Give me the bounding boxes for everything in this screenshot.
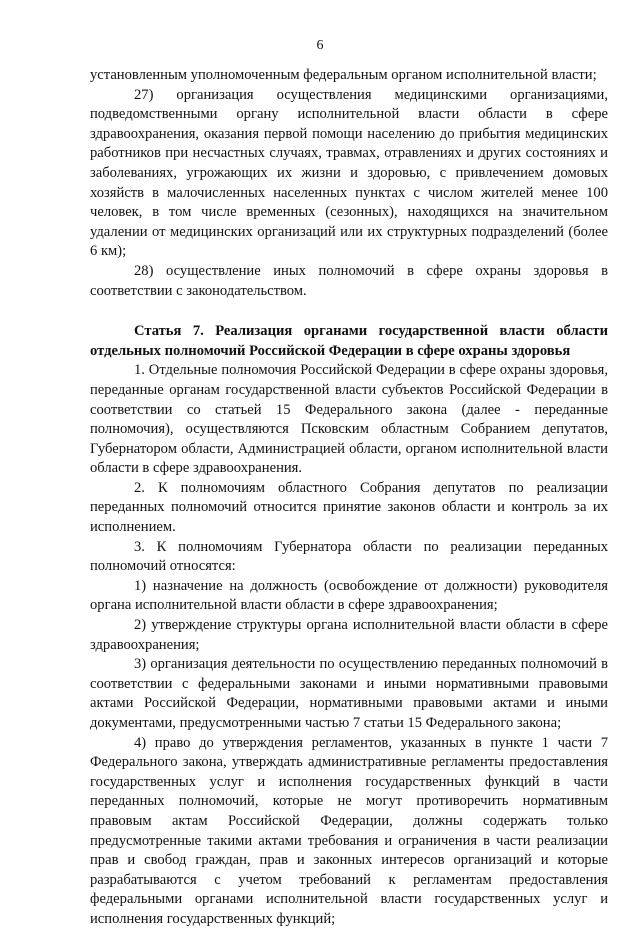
paragraph-item-28: 28) осуществление иных полномочий в сфере охраны здоровья в соответствии с законодательством. xyxy=(90,262,608,299)
article-7-part-3-item-4: 4) право до утверждения регламентов, указанных в пункте 1 части 7 Федерального закона, утверждать административные регламенты предоставления государственных услуг и исполнения государственных функций в части переданных полномочий, которые не могут противоречить нормативным правовым актам Российской Федерации, должны содержать только предусмотренные такими актами требования и ограничения в части реализации прав и свобод граждан, прав и законных интересов организаций и которые разрабатываются с учетом требований к регламентам предоставления федеральными органами исполнительной власти государственных услуг и исполнения государственных функций; xyxy=(90,734,608,927)
page-number: 6 xyxy=(316,38,324,53)
paragraph-item-27: 27) организация осуществления медицинскими организациями, подведомственными органу исполнительной власти области в сфере здравоохранения, оказания первой помощи населению до прибытия медицинских работников при несчастных случаях, травмах, отравлениях и других состояниях и заболеваниях, угрожающих их жизни и здоровью, с привлечением домовых хозяйств в малочисленных населенных пунктах с числом жителей менее 100 человек, в том числе временных (сезонных), находящихся на значительном удалении от медицинских организаций или их структурных подразделений (более 6 км); xyxy=(90,86,608,260)
article-7-part-3-item-1: 1) назначение на должность (освобождение от должности) руководителя органа исполнительной власти области в сфере здравоохранения; xyxy=(90,577,608,614)
article-7-part-3-item-2: 2) утверждение структуры органа исполнительной власти области в сфере здравоохранения; xyxy=(90,617,608,653)
paragraph-continuation: установленным уполномоченным федеральным органом исполнительной власти; xyxy=(90,67,597,83)
article-7-part-3: 3. К полномочиям Губернатора области по реализации переданных полномочий относятся: xyxy=(90,538,608,575)
article-7-part-2: 2. К полномочиям областного Собрания депутатов по реализации переданных полномочий относится принятие законов области и контроль за их исполнением. xyxy=(90,479,608,536)
document-body xyxy=(90,66,608,930)
article-7-heading: Статья 7. Реализация органами государственной власти области отдельных полномочий Российской Федерации в сфере охраны здоровья xyxy=(90,323,608,359)
article-7-part-3-item-3: 3) организация деятельности по осуществлению переданных полномочий в соответствии с федеральными законами и иными нормативными правовыми актами Российской Федерации, нормативными правовыми актами и иными документами, предусмотренными частью 7 статьи 15 Федерального закона; xyxy=(90,656,608,731)
article-7-part-1: 1. Отдельные полномочия Российской Федерации в сфере охраны здоровья, переданные органам государственной власти субъектов Российской Федерации в соответствии со статьей 15 Федерального закона (далее - переданные полномочия), осуществляются Псковским областным Собранием депутатов, Губернатором области, Администрацией области, органом исполнительной власти области в сфере здравоохранения. xyxy=(90,362,608,477)
